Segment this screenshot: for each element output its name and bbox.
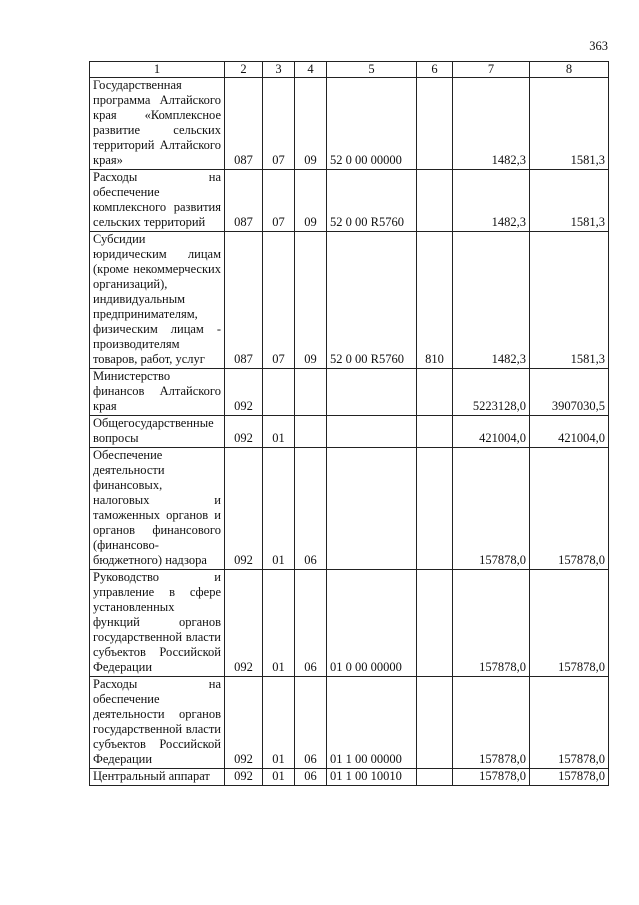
target-article-cell: 01 1 00 00000	[327, 677, 417, 769]
page-number: 363	[589, 39, 608, 53]
expense-type-cell	[417, 170, 453, 232]
amount-year2-cell: 1581,3	[530, 170, 609, 232]
column-header: 2	[225, 62, 263, 78]
subsection-code-cell	[295, 369, 327, 416]
amount-year2-cell: 3907030,5	[530, 369, 609, 416]
target-article-cell: 01 0 00 00000	[327, 570, 417, 677]
expense-type-cell: 810	[417, 232, 453, 369]
amount-year1-cell: 1482,3	[453, 232, 530, 369]
subsection-code-cell: 06	[295, 448, 327, 570]
table-row	[90, 232, 609, 369]
target-article-cell	[327, 448, 417, 570]
amount-year1-cell: 157878,0	[453, 677, 530, 769]
table-row	[90, 677, 609, 769]
target-article-cell: 52 0 00 R5760	[327, 170, 417, 232]
ministry-code-cell: 087	[225, 78, 263, 170]
item-name-cell: Общегосударственные вопросы	[90, 416, 225, 448]
target-article-cell: 52 0 00 00000	[327, 78, 417, 170]
budget-table	[89, 61, 609, 786]
subsection-code-cell: 09	[295, 232, 327, 369]
column-header: 5	[327, 62, 417, 78]
table-row	[90, 570, 609, 677]
item-name-cell: Министерство финансов Алтайского края	[90, 369, 225, 416]
table-row	[90, 448, 609, 570]
amount-year1-cell: 1482,3	[453, 78, 530, 170]
section-code-cell: 01	[263, 677, 295, 769]
expense-type-cell	[417, 570, 453, 677]
table-row	[90, 170, 609, 232]
amount-year2-cell: 1581,3	[530, 78, 609, 170]
amount-year2-cell: 157878,0	[530, 448, 609, 570]
table-row	[90, 769, 609, 786]
ministry-code-cell: 087	[225, 232, 263, 369]
section-code-cell: 01	[263, 570, 295, 677]
ministry-code-cell: 092	[225, 570, 263, 677]
amount-year1-cell: 157878,0	[453, 769, 530, 786]
amount-year2-cell: 157878,0	[530, 769, 609, 786]
target-article-cell: 52 0 00 R5760	[327, 232, 417, 369]
column-header: 7	[453, 62, 530, 78]
section-code-cell: 07	[263, 78, 295, 170]
expense-type-cell	[417, 448, 453, 570]
expense-type-cell	[417, 369, 453, 416]
section-code-cell: 07	[263, 232, 295, 369]
ministry-code-cell: 092	[225, 369, 263, 416]
item-name-cell: Центральный аппарат	[90, 769, 225, 786]
target-article-cell: 01 1 00 10010	[327, 769, 417, 786]
expense-type-cell	[417, 416, 453, 448]
amount-year2-cell: 157878,0	[530, 677, 609, 769]
subsection-code-cell: 09	[295, 170, 327, 232]
subsection-code-cell: 06	[295, 570, 327, 677]
subsection-code-cell: 09	[295, 78, 327, 170]
amount-year2-cell: 157878,0	[530, 570, 609, 677]
section-code-cell: 07	[263, 170, 295, 232]
ministry-code-cell: 092	[225, 416, 263, 448]
table-row	[90, 369, 609, 416]
item-name-cell: Государственная программа Алтайского края «Комплексное развитие сельских территорий Алтайского края»	[90, 78, 225, 170]
ministry-code-cell: 092	[225, 769, 263, 786]
item-name-cell: Руководство и управление в сфере установленных функций органов государственной власти субъектов Российской Федерации	[90, 570, 225, 677]
amount-year1-cell: 157878,0	[453, 448, 530, 570]
table-row	[90, 416, 609, 448]
subsection-code-cell: 06	[295, 769, 327, 786]
section-code-cell: 01	[263, 769, 295, 786]
section-code-cell: 01	[263, 448, 295, 570]
section-code-cell: 01	[263, 416, 295, 448]
amount-year1-cell: 421004,0	[453, 416, 530, 448]
amount-year1-cell: 5223128,0	[453, 369, 530, 416]
section-code-cell	[263, 369, 295, 416]
table-row	[90, 78, 609, 170]
amount-year2-cell: 1581,3	[530, 232, 609, 369]
expense-type-cell	[417, 677, 453, 769]
item-name-cell: Обеспечение деятельности финансовых, налоговых и таможенных органов и органов финансового (финансово-бюджетного) надзора	[90, 448, 225, 570]
amount-year1-cell: 1482,3	[453, 170, 530, 232]
amount-year2-cell: 421004,0	[530, 416, 609, 448]
target-article-cell	[327, 416, 417, 448]
expense-type-cell	[417, 769, 453, 786]
column-header: 1	[90, 62, 225, 78]
subsection-code-cell: 06	[295, 677, 327, 769]
ministry-code-cell: 092	[225, 448, 263, 570]
target-article-cell	[327, 369, 417, 416]
ministry-code-cell: 092	[225, 677, 263, 769]
column-header: 6	[417, 62, 453, 78]
item-name-cell: Расходы на обеспечение деятельности органов государственной власти субъектов Российской Федерации	[90, 677, 225, 769]
column-header: 4	[295, 62, 327, 78]
column-header: 3	[263, 62, 295, 78]
expense-type-cell	[417, 78, 453, 170]
table-header-row	[90, 62, 609, 78]
column-header: 8	[530, 62, 609, 78]
amount-year1-cell: 157878,0	[453, 570, 530, 677]
subsection-code-cell	[295, 416, 327, 448]
ministry-code-cell: 087	[225, 170, 263, 232]
item-name-cell: Расходы на обеспечение комплексного развития сельских территорий	[90, 170, 225, 232]
item-name-cell: Субсидии юридическим лицам (кроме некоммерческих организаций), индивидуальным предпринимателям, физическим лицам - производителям товаров, работ, услуг	[90, 232, 225, 369]
